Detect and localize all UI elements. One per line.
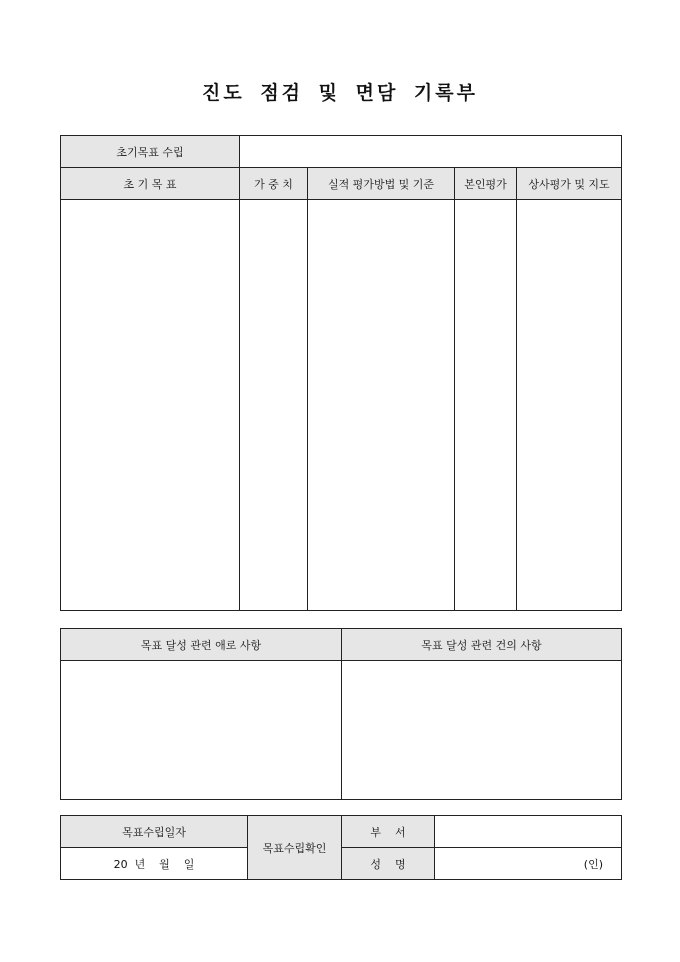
- goal-setup-field[interactable]: [240, 136, 622, 168]
- confirm-label: 목표수립확인: [248, 816, 342, 880]
- confirm-table: [60, 815, 622, 880]
- difficulties-cell[interactable]: [61, 661, 342, 800]
- suggestions-label: 목표 달성 관련 건의 사항: [342, 629, 622, 661]
- supervisor-eval-cell[interactable]: [517, 200, 622, 611]
- date-field[interactable]: 20 년 월 일: [61, 848, 248, 880]
- goal-table: [60, 135, 622, 611]
- weight-cell[interactable]: [240, 200, 308, 611]
- seal-label: (인): [583, 857, 603, 871]
- self-eval-cell[interactable]: [455, 200, 517, 611]
- col-self-eval: 본인평가: [455, 168, 517, 200]
- col-supervisor-eval: 상사평가 및 지도: [517, 168, 622, 200]
- dept-label: 부 서: [342, 816, 435, 848]
- eval-method-cell[interactable]: [308, 200, 455, 611]
- page-title: 진도 점검 및 면담 기록부: [202, 82, 478, 104]
- col-weight: 가 중 치: [240, 168, 308, 200]
- col-initial-goal: 초 기 목 표: [61, 168, 240, 200]
- date-label: 목표수립일자: [61, 816, 248, 848]
- issues-table: [60, 628, 622, 800]
- goal-setup-label: 초기목표 수립: [61, 136, 240, 168]
- col-eval-method: 실적 평가방법 및 기준: [308, 168, 455, 200]
- initial-goal-cell[interactable]: [61, 200, 240, 611]
- name-label: 성 명: [342, 848, 435, 880]
- suggestions-cell[interactable]: [342, 661, 622, 800]
- dept-field[interactable]: [435, 816, 622, 848]
- difficulties-label: 목표 달성 관련 애로 사항: [61, 629, 342, 661]
- name-field[interactable]: [435, 848, 622, 880]
